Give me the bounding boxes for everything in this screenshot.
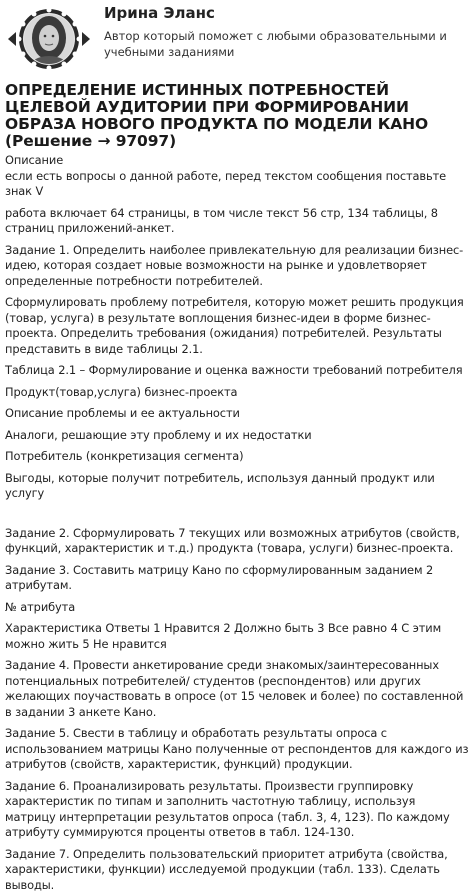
avatar-frame-icon — [6, 8, 92, 70]
avatar[interactable] — [6, 8, 92, 70]
author-name[interactable]: Ирина Эланс — [104, 4, 215, 22]
paragraph-task-5: Задание 5. Свести в таблицу и обработать результаты опроса с использованием матрицы Кано полученные от респондентов для каждого из атрибутов (свойств, характеристик, функций) продукции. — [5, 726, 469, 773]
list-item: Выгоды, которые получит потребитель, используя данный продукт или услугу — [5, 471, 469, 502]
list-item: Продукт(товар,услуга) бизнес-проекта — [5, 385, 469, 401]
paragraph-questions-note: если есть вопросы о данной работе, перед текстом сообщения поставьте знак V — [5, 169, 469, 200]
paragraph-problem: Сформулировать проблему потребителя, которую может решить продукция (товар, услуга) в результате воплощения бизнес-идеи в форме бизнес-проекта. Определить требования (ожидания) потребителей. Результаты представить в виде таблицы 2.1. — [5, 295, 469, 357]
list-item: Аналоги, решающие эту проблему и их недостатки — [5, 428, 469, 444]
list-item: Потребитель (конкретизация сегмента) — [5, 449, 469, 465]
description-heading: Описание — [5, 153, 469, 169]
paragraph-work-volume: работа включает 64 страницы, в том числе текст 56 стр, 134 таблицы, 8 страниц приложений-анкет. — [5, 206, 469, 237]
document-content — [5, 82, 469, 893]
paragraph-task-6: Задание 6. Проанализировать результаты. Произвести группировку характеристик по типам и заполнить частотную таблицу, используя матрицу интерпретации результатов опроса (табл. 3, 4, 123). По каждому атрибуту суммируются проценты ответов в табл. 124-130. — [5, 779, 469, 841]
paragraph-task-7: Задание 7. Определить пользовательский приоритет атрибута (свойства, характеристики, функции) исследуемой продукции (табл. 133). Сделать выводы. — [5, 847, 469, 893]
paragraph-task-2: Задание 2. Сформулировать 7 текущих или возможных атрибутов (свойств, функций, характеристик и т.д.) продукта (товара, услуги) бизнес-проекта. — [5, 526, 469, 557]
list-item: Описание проблемы и ее актуальности — [5, 406, 469, 422]
paragraph-table-2-1-caption: Таблица 2.1 – Формулирование и оценка важности требований потребителя — [5, 363, 469, 379]
paragraph-task-3: Задание 3. Составить матрицу Кано по сформулированным заданием 2 атрибутам. — [5, 563, 469, 594]
author-header — [0, 0, 474, 72]
paragraph-task-1: Задание 1. Определить наиболее привлекательную для реализации бизнес-идею, которая создает новые возможности на рынке и удовлетворяет определенные потребности потребителей. — [5, 243, 469, 290]
paragraph-task-4: Задание 4. Провести анкетирование среди знакомых/заинтересованных потенциальных потребителей/ студентов (респондентов) или других желающих поучаствовать в опросе (от 15 человек и более) по составленной в задании 3 анкете Кано. — [5, 658, 469, 720]
author-description: Автор который поможет с любыми образовательными и учебными заданиями — [104, 28, 464, 60]
attribute-number-label: № атрибута — [5, 600, 469, 616]
document-title: ОПРЕДЕЛЕНИЕ ИСТИННЫХ ПОТРЕБНОСТЕЙ ЦЕЛЕВОЙ АУДИТОРИИ ПРИ ФОРМИРОВАНИИ ОБРАЗА НОВОГО ПРОДУКТА ПО МОДЕЛИ КАНО (Решение → 97097) — [5, 82, 469, 150]
kano-answers-row: Характеристика Ответы 1 Нравится 2 Должно быть 3 Все равно 4 С этим можно жить 5 Не нравится — [5, 621, 469, 652]
